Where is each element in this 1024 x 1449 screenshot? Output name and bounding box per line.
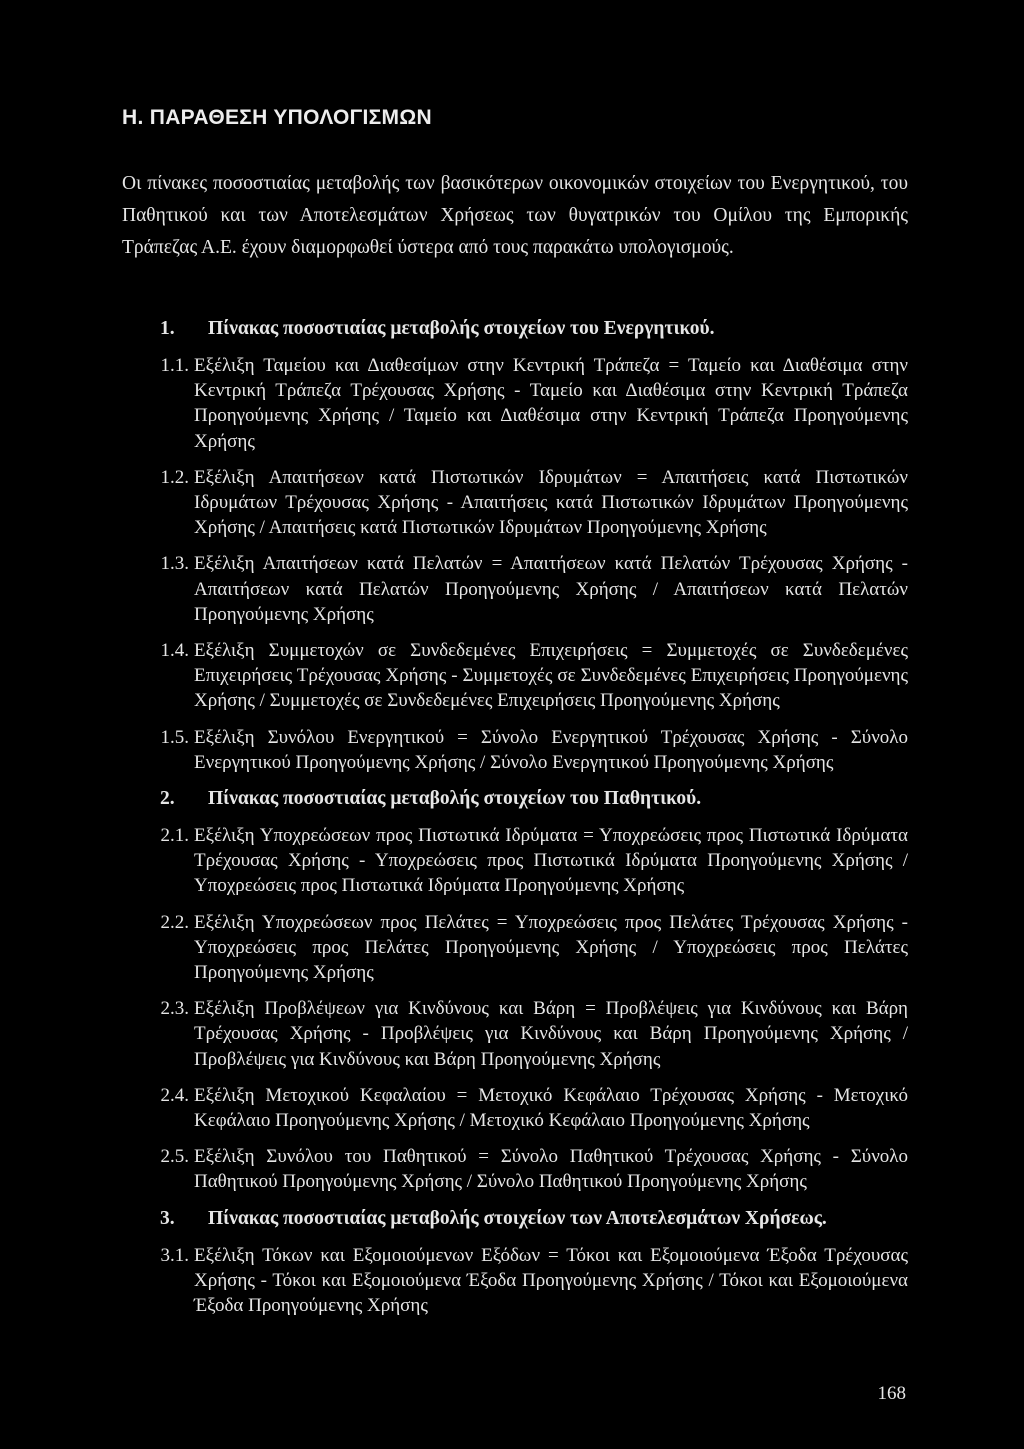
section-title-text: Πίνακας ποσοστιαίας μεταβολής στοιχείων των Αποτελεσμάτων Χρήσεως. bbox=[208, 1207, 827, 1229]
item-number: 1.1. bbox=[160, 355, 189, 376]
list-item bbox=[122, 823, 908, 899]
section-title bbox=[122, 1206, 908, 1232]
list-item bbox=[122, 725, 908, 775]
list-item bbox=[122, 1144, 908, 1194]
item-number: 2.3. bbox=[160, 998, 189, 1020]
section-title bbox=[122, 786, 908, 812]
item-text: Εξέλιξη Απαιτήσεων κατά Πελατών = Απαιτήσεων κατά Πελατών Τρέχουσας Χρήσης - Απαιτήσεων κατά Πελατών Προηγούμενης Χρήσης / Απαιτήσεων κατά Πελατών Προηγούμενης Χρήσης bbox=[194, 553, 908, 625]
section-number: 1. bbox=[160, 318, 175, 339]
item-number: 2.1. bbox=[160, 825, 189, 847]
item-text: Εξέλιξη Συνόλου Ενεργητικού = Σύνολο Ενεργητικού Τρέχουσας Χρήσης - Σύνολο Ενεργητικού Προηγούμενης Χρήσης / Σύνολο Ενεργητικού Προηγούμενης Χρήσης bbox=[194, 726, 908, 773]
intro-paragraph: Οι πίνακες ποσοστιαίας μεταβολής των βασικότερων οικονομικών στοιχείων του Ενεργητικού, του Παθητικού και των Αποτελεσμάτων Χρήσεως των θυγατρικών του Ομίλου της Εμπορικής Τράπεζας Α.Ε. έχουν διαμορφωθεί ύστερα από τους παρακάτω υπολογισμούς. bbox=[122, 173, 908, 258]
item-number: 2.5. bbox=[160, 1146, 189, 1168]
item-text: Εξέλιξη Προβλέψεων για Κινδύνους και Βάρη = Προβλέψεις για Κινδύνους και Βάρη Τρέχουσας Χρήσης - Προβλέψεις για Κινδύνους και Βάρη Προηγούμενης Χρήσης / Προβλέψεις για Κινδύνους και Βάρη Προηγούμενης Χρήσης bbox=[194, 998, 908, 1070]
item-text: Εξέλιξη Μετοχικού Κεφαλαίου = Μετοχικό Κεφάλαιο Τρέχουσας Χρήσης - Μετοχικό Κεφάλαιο Προηγούμενης Χρήσης / Μετοχικό Κεφάλαιο Προηγούμενης Χρήσης bbox=[194, 1084, 908, 1132]
page-number: 168 bbox=[877, 1383, 906, 1404]
item-text: Εξέλιξη Υποχρεώσεων προς Πιστωτικά Ιδρύματα = Υποχρεώσεις προς Πιστωτικά Ιδρύματα Τρέχουσας Χρήσης - Υποχρεώσεις προς Πιστωτικά Ιδρύματα Προηγούμενης Χρήσης / Υποχρεώσεις προς Πιστωτικά Ιδρύματα Προηγούμενης Χρήσης bbox=[194, 825, 908, 897]
item-text: Εξέλιξη Απαιτήσεων κατά Πιστωτικών Ιδρυμάτων = Απαιτήσεις κατά Πιστωτικών Ιδρυμάτων Τρέχουσας Χρήσης - Απαιτήσεις κατά Πιστωτικών Ιδρυμάτων Προηγούμενης Χρήσης / Απαιτήσεις κατά Πιστωτικών Ιδρυμάτων Προηγούμενης Χρήσης bbox=[194, 466, 908, 539]
section-title-text: Πίνακας ποσοστιαίας μεταβολής στοιχείων του Παθητικού. bbox=[208, 788, 702, 810]
page-heading: Η. ΠΑΡΑΘΕΣΗ ΥΠΟΛΟΓΙΣΜΩΝ bbox=[122, 106, 432, 129]
list-item bbox=[122, 638, 908, 714]
section-title-text: Πίνακας ποσοστιαίας μεταβολής στοιχείων του Ενεργητικού. bbox=[208, 318, 715, 339]
item-text: Εξέλιξη Συνόλου του Παθητικού = Σύνολο Παθητικού Τρέχουσας Χρήσης - Σύνολο Παθητικού Προηγούμενης Χρήσης / Σύνολο Παθητικού Προηγούμενης Χρήσης bbox=[194, 1146, 908, 1193]
list-item bbox=[122, 465, 908, 541]
item-number: 2.4. bbox=[160, 1084, 189, 1106]
list-item bbox=[122, 1083, 908, 1133]
section-number: 3. bbox=[160, 1207, 175, 1229]
list-item bbox=[122, 551, 908, 627]
item-number: 1.4. bbox=[160, 640, 189, 662]
item-text: Εξέλιξη Υποχρεώσεων προς Πελάτες = Υποχρεώσεις προς Πελάτες Τρέχουσας Χρήσης - Υποχρεώσεις προς Πελάτες Προηγούμενης Χρήσης / Υποχρεώσεις προς Πελάτες Προηγούμενης Χρήσης bbox=[194, 911, 908, 984]
item-text: Εξέλιξη Ταμείου και Διαθεσίμων στην Κεντρική Τράπεζα = Ταμείο και Διαθέσιμα στην Κεντρική Τράπεζα Τρέχουσας Χρήσης - Ταμείο και Διαθέσιμα στην Κεντρική Τράπεζα Προηγούμενης Χρήσης / Ταμείο και Διαθέσιμα στην Κεντρική Τράπεζα Προηγούμενης Χρήσης bbox=[194, 355, 908, 452]
section-number: 2. bbox=[160, 788, 175, 810]
item-text: Εξέλιξη Συμμετοχών σε Συνδεδεμένες Επιχειρήσεις = Συμμετοχές σε Συνδεδεμένες Επιχειρήσεις Τρέχουσας Χρήσης - Συμμετοχές σε Συνδεδεμένες Επιχειρήσεις Προηγούμενης Χρήσης / Συμμετοχές σε Συνδεδεμένες Επιχειρήσεις Προηγούμενης Χρήσης bbox=[194, 640, 908, 712]
item-number: 1.3. bbox=[160, 553, 189, 575]
list-item bbox=[122, 353, 908, 454]
sections-container bbox=[122, 316, 908, 1318]
item-number: 1.2. bbox=[160, 466, 189, 488]
section-title bbox=[122, 316, 908, 342]
item-number: 3.1. bbox=[160, 1244, 189, 1266]
list-item bbox=[122, 1243, 908, 1319]
item-number: 2.2. bbox=[160, 911, 189, 933]
list-item bbox=[122, 910, 908, 986]
item-number: 1.5. bbox=[160, 726, 189, 748]
item-text: Εξέλιξη Τόκων και Εξομοιούμενων Εξόδων = Τόκοι και Εξομοιούμενα Έξοδα Τρέχουσας Χρήσης - Τόκοι και Εξομοιούμενα Έξοδα Προηγούμενης Χρήσης / Τόκοι και Εξομοιούμενα Έξοδα Προηγούμενης Χρήσης bbox=[194, 1244, 908, 1317]
list-item bbox=[122, 996, 908, 1072]
